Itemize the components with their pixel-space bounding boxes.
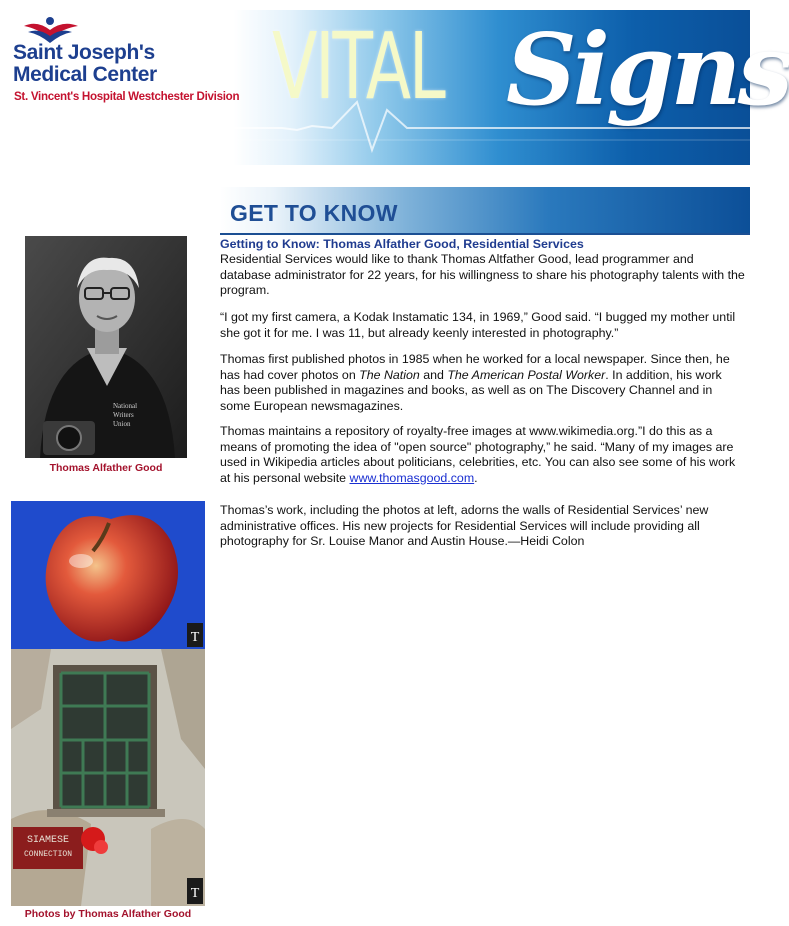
sign-text-2: CONNECTION (23, 850, 73, 859)
article-paragraph-3 (220, 352, 745, 414)
window-photo (11, 649, 205, 906)
newsletter-title-vital: VITAL (272, 13, 444, 120)
masthead-banner (12, 10, 789, 165)
window-photo-illustration (11, 649, 205, 906)
p3-text-and: and (419, 367, 448, 382)
apple-photo (11, 501, 205, 649)
publication-the-nation: The Nation (359, 367, 420, 382)
watermark-icon: T (190, 630, 200, 645)
p4-text-a: Thomas maintains a repository of royalty-free images at www.wikimedia.org.”I do this as a means of promoting the idea of "open source" photography,” he said. “Many of my images are used in Wikipedia articles about politicians, celebrities, etc. You can also see some of his work at his personal website (220, 424, 736, 485)
portrait-caption: Thomas Alfather Good (49, 462, 163, 474)
portrait-photo-illustration (25, 236, 187, 458)
photos-credit-caption: Photos by Thomas Alfather Good (24, 908, 192, 920)
sign-text-1: SIAMESE (26, 835, 70, 846)
p4-text-b: . (474, 470, 478, 485)
publication-american-postal-worker: The American Postal Worker (447, 367, 606, 382)
p3-text-b: . In addition, his work has been published in magazines and books, as well as on The Discovery Channel and in some European newsmagazines. (220, 367, 722, 413)
organization-name (13, 42, 157, 86)
newsletter-title-signs: Signs (506, 13, 789, 128)
watermark-icon: T (190, 886, 200, 901)
article-paragraph-1: Residential Services would like to thank Thomas Altfather Good, lead programmer and database administrator for 22 years, for his willingness to share his photography talents with the program. (220, 252, 745, 298)
article-headline: Getting to Know: Thomas Alfather Good, Residential Services (220, 237, 584, 251)
article-paragraph-2: “I got my first camera, a Kodak Instamatic 134, in 1969,” Good said. “I bugged my mother until she got it for me. I was 11, but already keenly interested in photography.” (220, 310, 736, 340)
apple-photo-illustration (11, 501, 205, 649)
p3-text-a: Thomas first published photos in 1985 when he worked for a local newspaper. Since then, he has had cover photos on (220, 352, 730, 382)
section-title: GET TO KNOW (230, 200, 398, 226)
article-paragraph-4 (220, 424, 745, 486)
organization-division: St. Vincent's Hospital Westchester Division (14, 90, 240, 103)
section-header-underline (220, 233, 750, 235)
org-name-line-1: Saint Joseph's (13, 41, 155, 64)
svg-text:Union: Union (113, 420, 131, 428)
article-paragraph-5: Thomas’s work, including the photos at left, adorns the walls of Residential Services’ new administrative offices. His new projects for Residential Services will include providing all photography for Sr. Louise Manor and Austin House.—Heidi Colon (220, 503, 709, 549)
svg-text:Writers: Writers (113, 411, 134, 419)
portrait-photo (25, 236, 187, 458)
personal-website-link[interactable]: www.thomasgood.com (349, 470, 475, 485)
svg-text:National: National (113, 402, 138, 410)
org-name-line-2: Medical Center (13, 63, 157, 86)
